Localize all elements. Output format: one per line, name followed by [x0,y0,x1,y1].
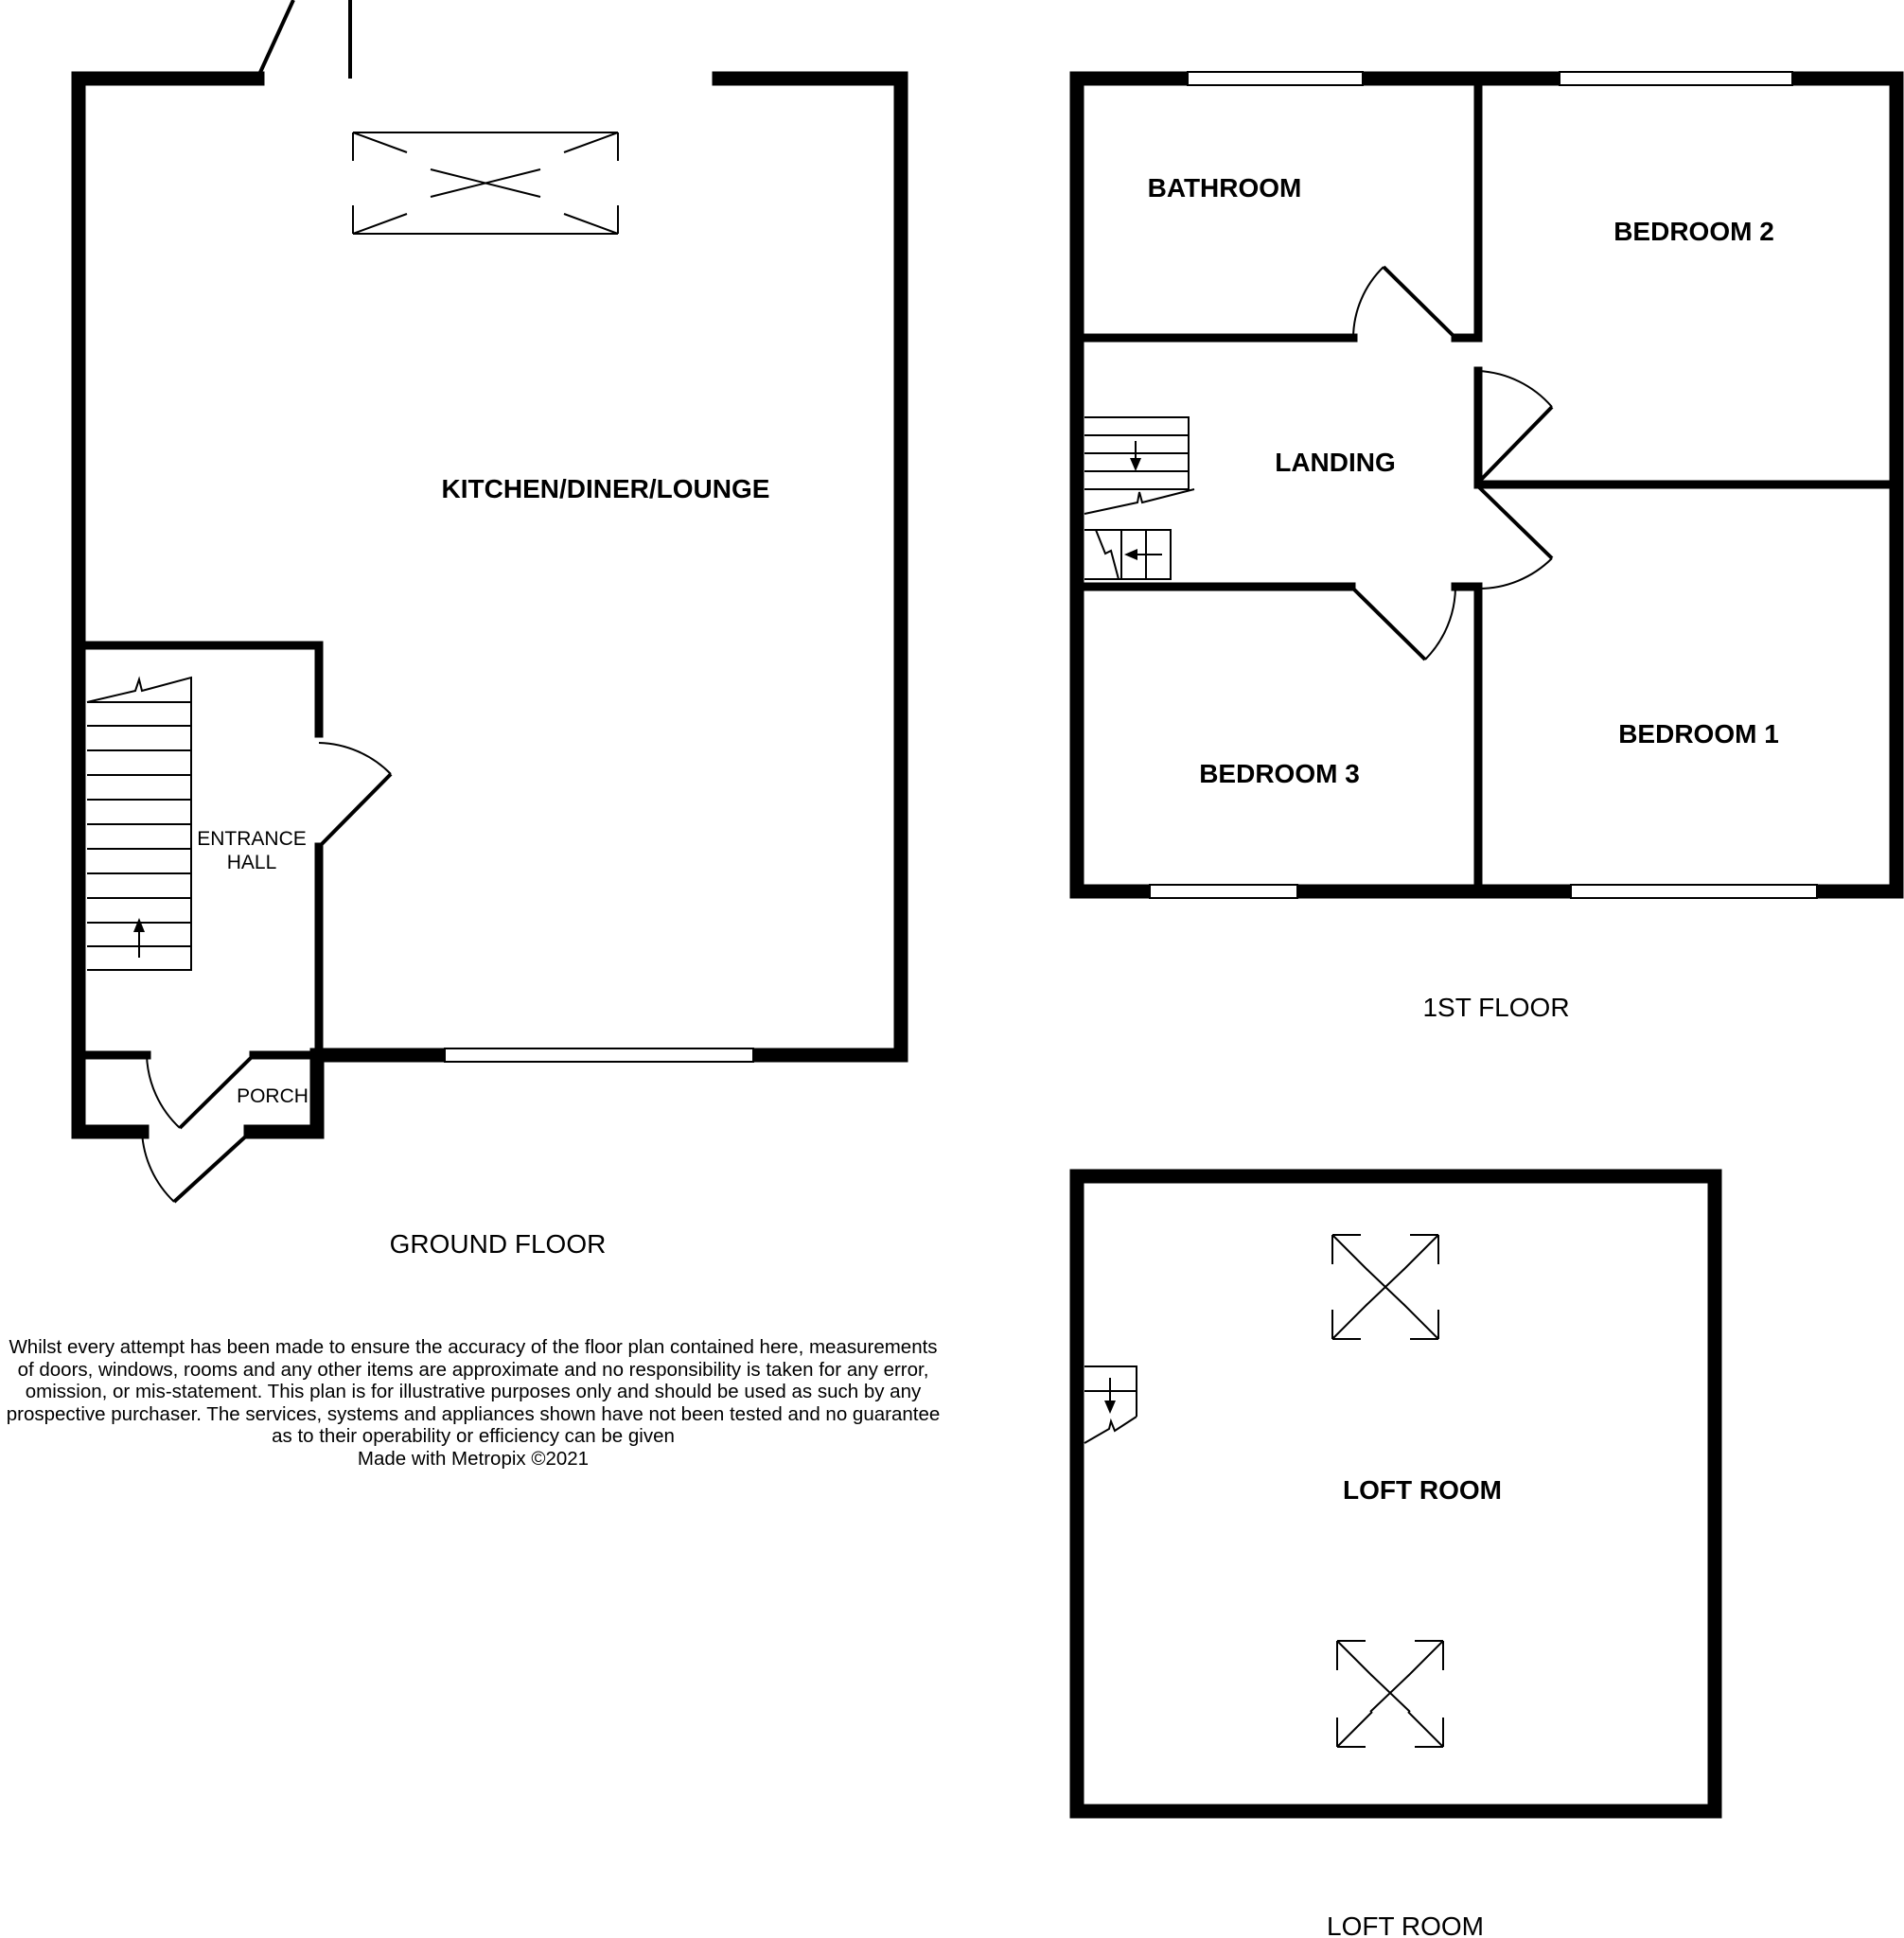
bathroom-bedroom2-wall [1455,83,1478,338]
bedroom2-door [1478,371,1552,483]
room-label-bedroom3: BEDROOM 3 [1199,759,1360,788]
disclaimer-line: Whilst every attempt has been made to ensure the accuracy of the floor plan contained here, measurements [9,1336,938,1358]
bedroom1-west-wall [1455,587,1478,887]
bedroom1-window [1571,885,1817,898]
kitchen-skylight-icon [353,132,618,234]
room-label-bedroom2: BEDROOM 2 [1613,217,1774,246]
room-label-entrance-hall-2: HALL [226,852,277,873]
bedroom3-door [1351,587,1455,660]
room-label-loft: LOFT ROOM [1343,1475,1502,1505]
disclaimer-line: omission, or mis-statement. This plan is for illustrative purposes only and should be used as such by any [25,1381,922,1402]
first-floor-staircase [1084,417,1194,579]
floor-label-first: 1ST FLOOR [1422,993,1570,1022]
room-label-bathroom: BATHROOM [1147,173,1302,203]
room-label-porch: PORCH [237,1085,309,1107]
ground-floor-plan [79,0,901,1259]
floor-label-ground: GROUND FLOOR [389,1229,607,1259]
room-label-entrance-hall-1: ENTRANCE [197,828,307,850]
hall-north-wall [84,645,319,733]
disclaimer-text [0,1336,946,1470]
rear-door-left [257,0,293,79]
loft-staircase [1084,1366,1137,1443]
metropix-credit: Made with Metropix ©2021 [357,1447,590,1470]
bedroom1-door [1478,486,1552,589]
loft-floor-plan [1077,1176,1715,1938]
bedroom2-window [1560,72,1792,85]
room-label-bedroom1: BEDROOM 1 [1618,719,1779,749]
ground-west-wall [79,79,257,1132]
room-label-kitchen: KITCHEN/DINER/LOUNGE [441,474,770,503]
bedroom3-window [1150,885,1297,898]
bathroom-door [1353,267,1455,338]
ground-staircase [87,678,191,970]
loft-skylight-1-icon [1332,1235,1438,1339]
bedroom2-south-wall [1478,371,1891,484]
room-label-landing: LANDING [1275,448,1396,477]
disclaimer-line: prospective purchaser. The services, systems and appliances shown have not been tested and no guarantee [6,1402,941,1425]
first-floor-plan [1077,72,1896,1022]
loft-skylight-2-icon [1337,1641,1443,1747]
front-door [142,1132,251,1202]
kitchen-window [445,1048,753,1062]
hall-door [319,743,391,847]
disclaimer-line: of doors, windows, rooms and any other items are approximate and no responsibility is taken for any error, [17,1358,929,1381]
floor-label-loft: LOFT ROOM [1327,1912,1484,1938]
disclaimer-line: as to their operability or efficiency can be given [272,1425,675,1447]
bathroom-window [1188,72,1363,85]
ground-east-wall [719,79,901,1055]
